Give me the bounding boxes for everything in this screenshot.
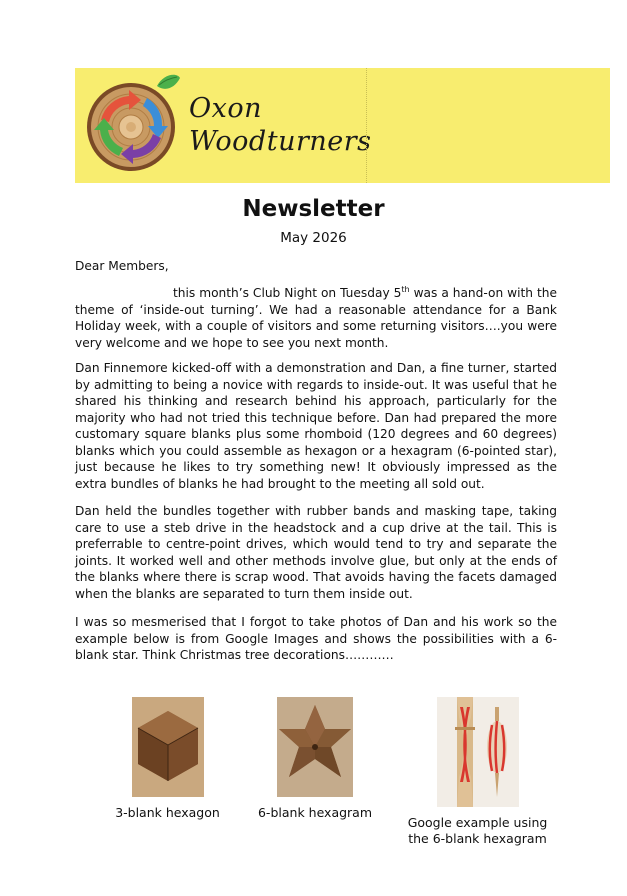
paragraph-1-text-a: this month’s Club Night on Tuesday 5 — [173, 286, 402, 301]
header-divider — [366, 68, 368, 183]
figure-hexagon — [95, 697, 240, 821]
club-name-line1: Oxon — [189, 93, 263, 124]
figure-hexagram — [240, 697, 390, 821]
logo-icon — [85, 72, 181, 172]
caption-google-example — [395, 815, 560, 847]
caption-hexagram: 6-blank hexagram — [257, 805, 373, 820]
paragraph-3: Dan held the bundles together with rubber bands and masking tape, taking care to use a steb drive in the headstock and a cup drive at the tail. This is preferrable to centre-point drives, which would tend to try and separate the joints. It worked well and other methods involve glue, but only at the ends of the blanks where there is scrap wood. That avoids having the facets damaged when the blanks are separated to turn them inside out. — [75, 504, 557, 601]
newsletter-title: Newsletter — [242, 196, 385, 222]
caption-google-line2: the 6-blank hexagram — [408, 831, 547, 846]
paragraph-4: I was so mesmerised that I forgot to take photos of Dan and his work so the example below is from Google Images and shows the possibilities with a 6-blank star. Think Christmas tree decorations………… — [75, 615, 557, 662]
hexagon-photo — [132, 697, 204, 797]
header-banner — [75, 68, 610, 183]
ornament-photo — [437, 697, 519, 807]
caption-hexagon: 3-blank hexagon — [115, 805, 220, 820]
caption-google-line1: Google example using — [407, 815, 548, 830]
figure-google-example — [395, 697, 560, 847]
newsletter-date: May 2026 — [280, 230, 347, 246]
paragraph-1 — [75, 282, 557, 351]
club-name-line2: Woodturners — [189, 126, 372, 157]
club-name — [189, 92, 372, 158]
salutation: Dear Members, — [75, 259, 169, 273]
hexagram-photo — [277, 697, 353, 797]
paragraph-1-text-b: was a hand-on with the theme of ‘inside-out turning’. We had a reasonable attendance for a Bank Holiday week, with a couple of visitors and some returning visitors….you were very welcome and we hope to see you next month. — [75, 286, 557, 350]
paragraph-2: Dan Finnemore kicked-off with a demonstration and Dan, a fine turner, started by admitting to being a novice with regards to inside-out. It was useful that he shared his thinking and research behind his approach, particularly for the majority who had not tried this technique before. Dan had prepared the more customary square blanks plus some rhomboid (120 degrees and 60 degrees) blanks which you could assemble as hexagon or a hexagram (6-pointed star), just because he likes to try something new! It obviously impressed as the extra bundles of blanks he had brought to the meeting all sold out. — [75, 361, 557, 491]
paragraph-1-sup: th — [401, 285, 410, 294]
